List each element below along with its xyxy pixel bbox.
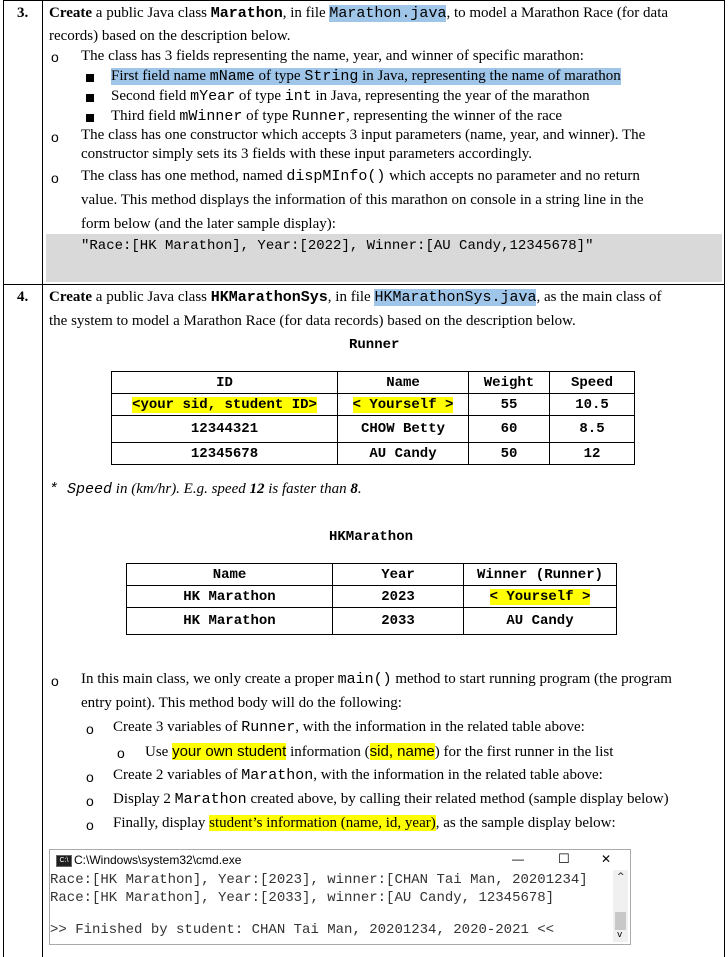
hkmarathon-table [126, 563, 617, 635]
q4-step4: Finally, display student’s information (name, id, year), as the sample display below: [113, 815, 616, 831]
frame-q-divider [3, 284, 725, 285]
frame-num-divider [42, 0, 43, 957]
table-header-cell: ID [112, 372, 338, 394]
table-cell: < Yourself > [338, 394, 469, 416]
console-titlebar [50, 850, 630, 870]
cmd-icon: C:\ [56, 855, 72, 867]
scroll-down-icon[interactable]: v [617, 930, 623, 940]
bullet-square-icon [86, 94, 94, 102]
close-button[interactable]: ✕ [601, 852, 612, 866]
q4-step2: Create 2 variables of Marathon, with the information in the related table above: [113, 767, 603, 784]
frame-left [3, 0, 4, 957]
q4-number: 4. [17, 289, 29, 305]
q3-ctor-line2: constructor simply sets its 3 fields with these input parameters accordingly. [81, 146, 533, 162]
bullet-circle-icon: o [51, 49, 59, 65]
table-cell: AU Candy [338, 443, 469, 465]
table-cell: HK Marathon [127, 608, 333, 635]
table-cell: AU Candy [464, 608, 617, 635]
table-cell: 2033 [333, 608, 464, 635]
table-header-cell: Winner (Runner) [464, 564, 617, 586]
q3-field2: Second field mYear of type int in Java, representing the year of the marathon [111, 88, 590, 105]
table-row [112, 394, 635, 416]
q3-method-line1: The class has one method, named dispMInfo() which accepts no parameter and no return [81, 168, 640, 185]
q3-number: 3. [17, 5, 29, 21]
table-cell: 2023 [333, 586, 464, 608]
table-cell: HK Marathon [127, 586, 333, 608]
scroll-up-icon[interactable]: ^ [617, 872, 625, 882]
table-cell: <your sid, student ID> [112, 394, 338, 416]
q3-method-line3: form below (and the later sample display): [81, 216, 336, 232]
q4-intro-line2: the system to model a Marathon Race (for data records) based on the description below. [49, 313, 576, 329]
table-header-row [127, 564, 617, 586]
table-cell: 12344321 [112, 416, 338, 443]
console-window [49, 849, 631, 945]
table-cell: 60 [469, 416, 550, 443]
q3-fields-intro: The class has 3 fields representing the name, year, and winner of specific marathon: [81, 48, 584, 64]
table-cell: 10.5 [550, 394, 635, 416]
hkmarathon-table-title: HKMarathon [329, 529, 414, 545]
table-header-cell: Year [333, 564, 464, 586]
table-cell: 12 [550, 443, 635, 465]
bullet-circle-icon: o [117, 745, 125, 761]
table-cell: CHOW Betty [338, 416, 469, 443]
table-header-cell: Name [127, 564, 333, 586]
maximize-button[interactable]: ☐ [558, 851, 570, 866]
q3-field1: First field name mName of type String in Java, representing the name of marathon [111, 68, 621, 85]
bullet-circle-icon: o [86, 721, 94, 737]
bullet-square-icon [86, 114, 94, 122]
table-cell: < Yourself > [464, 586, 617, 608]
table-header-cell: Speed [550, 372, 635, 394]
table-row [112, 443, 635, 465]
bullet-circle-icon: o [86, 793, 94, 809]
bullet-circle-icon: o [51, 673, 59, 689]
table-header-cell: Name [338, 372, 469, 394]
q4-intro-line1: Create a public Java class HKMarathonSys, in file HKMarathonSys.java, as the main class of [49, 289, 662, 306]
q3-field3: Third field mWinner of type Runner, representing the winner of the race [111, 108, 563, 125]
console-line: Race:[HK Marathon], Year:[2033], winner:[AU Candy, 12345678] [50, 890, 555, 906]
q3-intro-line1: Create a public Java class Marathon, in file Marathon.java, to model a Marathon Race (for data [49, 5, 669, 22]
console-line: >> Finished by student: CHAN Tai Man, 20201234, 2020-2021 << [50, 922, 555, 938]
bullet-square-icon [86, 74, 94, 82]
bullet-circle-icon: o [86, 817, 94, 833]
q3-intro-line2: records) based on the description below. [49, 28, 291, 44]
q4-main-line2: entry point). This method body will do the following: [81, 695, 402, 711]
table-header-row [112, 372, 635, 394]
console-title: C:\Windows\system32\cmd.exe [74, 853, 242, 867]
q3-ctor-line1: The class has one constructor which accepts 3 input parameters (name, year, and winner). The [81, 127, 646, 143]
q4-step1a: Use your own student information (sid, name) for the first runner in the list [145, 743, 614, 760]
frame-top [3, 0, 725, 1]
table-header-cell: Weight [469, 372, 550, 394]
table-cell: 55 [469, 394, 550, 416]
minimize-button[interactable]: — [512, 852, 524, 866]
frame-right [724, 0, 725, 957]
table-row [127, 586, 617, 608]
q4-step1: Create 3 variables of Runner, with the information in the related table above: [113, 719, 585, 736]
console-line: Race:[HK Marathon], Year:[2023], winner:[CHAN Tai Man, 20201234] [50, 872, 588, 888]
q3-method-line2: value. This method displays the information of this marathon on console in a string line in the [81, 192, 644, 208]
console-scrollbar[interactable] [613, 870, 628, 942]
q4-step3: Display 2 Marathon created above, by calling their related method (sample display below) [113, 791, 669, 808]
bullet-circle-icon: o [51, 170, 59, 186]
table-cell: 8.5 [550, 416, 635, 443]
scrollbar-thumb[interactable] [615, 912, 626, 930]
q4-main-line1: In this main class, we only create a proper main() method to start running program (the program [81, 671, 672, 688]
speed-note: * Speed in (km/hr). E.g. speed 12 is faster than 8. [49, 481, 362, 498]
q3-sample-text: "Race:[HK Marathon], Year:[2022], Winner:[AU Candy,12345678]" [81, 238, 594, 254]
table-row [112, 416, 635, 443]
table-cell: 50 [469, 443, 550, 465]
bullet-circle-icon: o [86, 769, 94, 785]
table-cell: 12345678 [112, 443, 338, 465]
bullet-circle-icon: o [51, 129, 59, 145]
runner-table [111, 371, 635, 465]
table-row [127, 608, 617, 635]
runner-table-title: Runner [349, 337, 400, 353]
